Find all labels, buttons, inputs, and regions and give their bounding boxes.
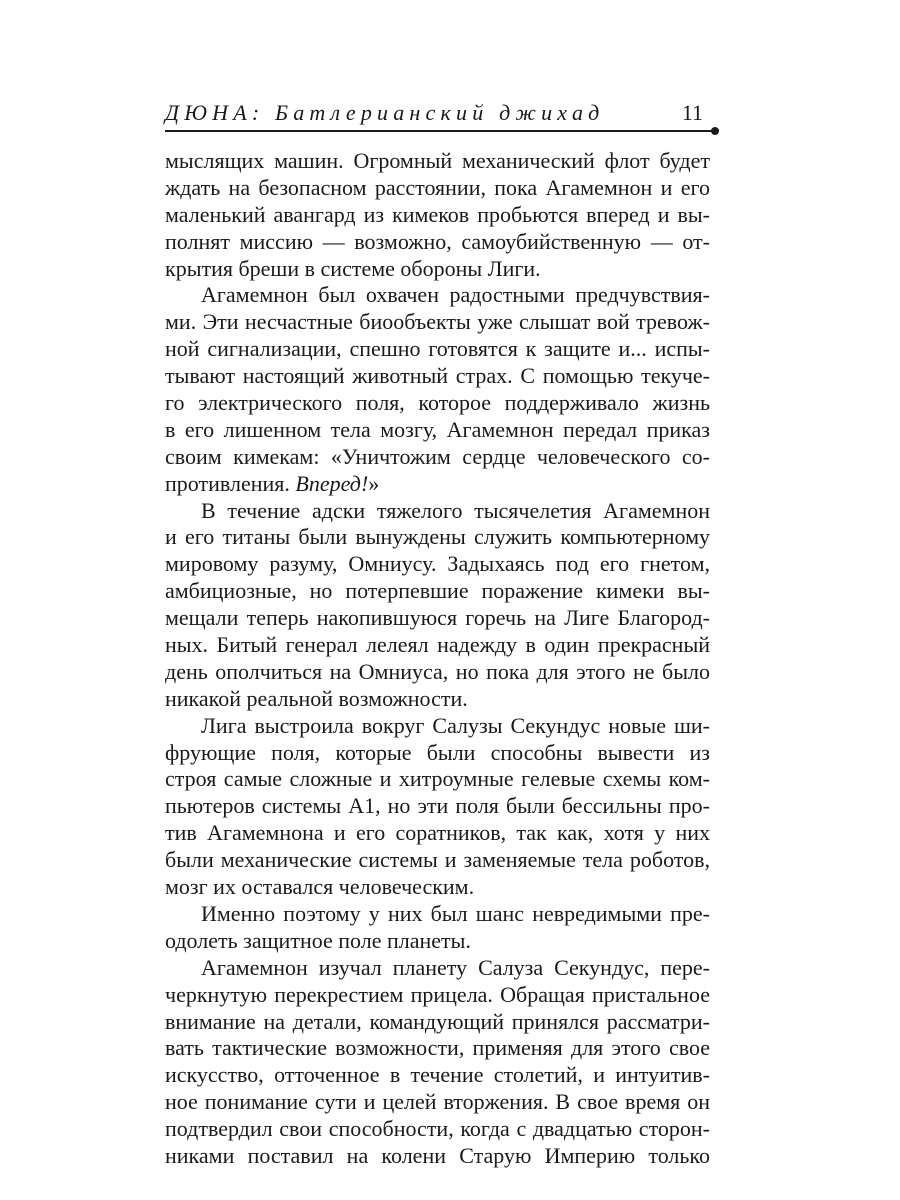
text-line (165, 874, 710, 901)
text-line-content: искусство, отточенное в течение столетий, и интуитив- (165, 1062, 710, 1088)
text-line (165, 659, 710, 686)
text-line-content: никакой реальной возможности. (165, 685, 468, 711)
text-line-content: вать тактические возможности, применяя для этого свое (165, 1035, 710, 1061)
text-line (165, 444, 710, 471)
page-number: 11 (681, 100, 703, 125)
text-line (165, 1143, 710, 1170)
text-line (165, 524, 710, 551)
text-line (165, 202, 710, 229)
text-line (165, 793, 710, 820)
text-line (165, 282, 710, 309)
text-line (165, 766, 710, 793)
text-line (165, 363, 710, 390)
text-line-content: строя самые сложные и хитроумные гелевые схемы ком- (165, 766, 710, 792)
text-line-content: мозг их оставался человеческим. (165, 874, 475, 900)
text-line-content: противления. (165, 470, 296, 496)
text-line (165, 713, 710, 740)
text-line-content: ждать на безопасном расстоянии, пока Агамемнон и его (165, 174, 710, 200)
header-rule-dot (711, 127, 719, 135)
text-line (165, 309, 710, 336)
text-line (165, 820, 710, 847)
header-rule (165, 130, 713, 132)
text-line (165, 578, 710, 605)
closing-quote: » (368, 470, 380, 496)
body-text (165, 148, 710, 1170)
text-line (165, 498, 710, 525)
text-line-content: своим кимекам: «Уничтожим сердце человеческого со- (165, 443, 710, 469)
text-line (165, 901, 710, 928)
text-line-content: внимание на детали, командующий принялся рассматри- (165, 1008, 710, 1034)
text-line-content: пьютеров системы А1, но эти поля были бессильны про- (165, 793, 710, 819)
text-line-content: мировому разуму, Омниусу. Задыхаясь под его гнетом, (165, 551, 710, 577)
emphasis-text: Вперед! (295, 470, 369, 496)
text-line-content: фрующие поля, которые были способны вывести из (165, 739, 710, 765)
text-line (165, 551, 710, 578)
text-line (165, 336, 710, 363)
text-line (165, 1035, 710, 1062)
text-line-content: ных. Битый генерал лелеял надежду в один прекрасный (165, 632, 710, 658)
text-line (165, 605, 710, 632)
text-line (165, 471, 710, 498)
text-line-content: Агамемнон изучал планету Салуза Секундус, пере- (201, 954, 710, 980)
text-line (165, 1089, 710, 1116)
text-line-content: в его лишенном тела мозгу, Агамемнон передал приказ (165, 416, 710, 442)
text-line-content: ми. Эти несчастные биообъекты уже слышат вой тревож- (165, 309, 710, 335)
text-line-content: маленький авангард из кимеков пробьются вперед и вы- (165, 201, 710, 227)
text-line (165, 632, 710, 659)
text-line-content: ное понимание сути и целей вторжения. В свое время он (165, 1089, 710, 1115)
text-line (165, 1009, 710, 1036)
text-line-content: тывают настоящий животный страх. С помощью текуче- (165, 363, 710, 389)
text-line-content: одолеть защитное поле планеты. (165, 927, 471, 953)
text-line (165, 740, 710, 767)
text-line (165, 982, 710, 1009)
text-line-content: амбициозные, но потерпевшие поражение кимеки вы- (165, 578, 710, 604)
text-line-content: Лига выстроила вокруг Салузы Секундус новые ши- (201, 712, 710, 738)
text-line (165, 955, 710, 982)
text-line (165, 229, 710, 256)
text-line-content: подтвердил свои способности, когда с двадцатью сторон- (165, 1116, 710, 1142)
text-line-content: крытия бреши в системе обороны Лиги. (165, 255, 541, 281)
text-line-content: никами поставил на колени Старую Империю только (165, 1142, 710, 1168)
text-line-content: полнят миссию — возможно, самоубийственную — от- (165, 228, 710, 254)
running-head (165, 98, 725, 138)
text-line (165, 928, 710, 955)
text-line (165, 148, 710, 175)
text-line (165, 1062, 710, 1089)
text-line-content: день ополчиться на Омниуса, но пока для этого не было (165, 658, 710, 684)
text-line-content: мещали теперь накопившуюся горечь на Лиге Благород- (165, 605, 710, 631)
text-line (165, 686, 710, 713)
text-line (165, 847, 710, 874)
text-line-content: были механические системы и заменяемые тела роботов, (165, 847, 710, 873)
text-line (165, 390, 710, 417)
text-line-content: В течение адски тяжелого тысячелетия Агамемнон (201, 497, 710, 523)
text-line (165, 175, 710, 202)
text-line-content: го электрического поля, которое поддерживало жизнь (165, 390, 710, 416)
text-line-content: Именно поэтому у них был шанс невредимыми пре- (201, 900, 710, 926)
text-line-content: мыслящих машин. Огромный механический флот будет (165, 148, 710, 173)
text-line-content: черкнутую перекрестием прицела. Обращая пристальное (165, 981, 710, 1007)
text-line (165, 1116, 710, 1143)
text-line-content: ной сигнализации, спешно готовятся к защите и... испы- (165, 336, 710, 362)
text-line-content: и его титаны были вынуждены служить компьютерному (165, 524, 710, 550)
running-title: ДЮНА: Батлерианский джихад (165, 100, 605, 125)
text-line (165, 417, 710, 444)
text-line-content: тив Агамемнона и его соратников, так как, хотя у них (165, 820, 710, 846)
text-line (165, 256, 710, 283)
text-line-content: Агамемнон был охвачен радостными предчувствия- (201, 282, 710, 308)
